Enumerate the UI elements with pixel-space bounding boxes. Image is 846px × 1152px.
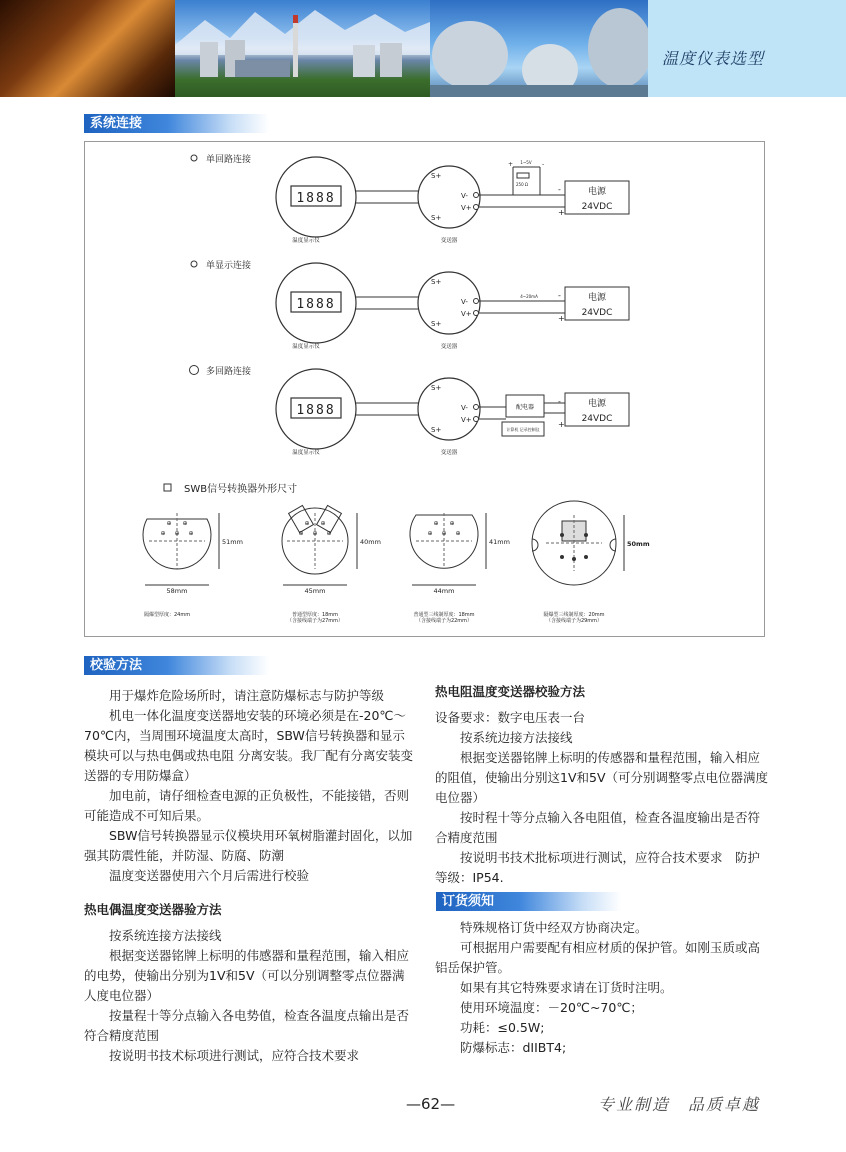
paragraph: 如果有其它特殊要求请在订货时注明。 — [460, 980, 673, 995]
power-label: 电源 — [587, 399, 607, 409]
pin-icon — [560, 533, 564, 537]
terminal-dot — [474, 299, 479, 304]
terminal-dot — [474, 311, 479, 316]
display-label: 温度显示仪 — [292, 450, 320, 456]
recorder-label: 计算机 记录控制仪 — [506, 427, 540, 432]
paragraph: 按说明书技术批标项进行测试，应符合技术要求 防护等级：IP54. — [435, 850, 761, 885]
dimension-height: 51mm — [222, 538, 243, 546]
banner-handshake-image — [0, 0, 175, 97]
connection-diagram — [84, 141, 765, 637]
terminal-s-plus: S+ — [431, 214, 442, 222]
readout-digits: 1888 — [296, 191, 336, 206]
dimension-width: 44mm — [433, 587, 455, 595]
heading-thermocouple: 热电偶温度变送器验方法 — [84, 902, 222, 917]
connection-row — [190, 365, 630, 456]
power-voltage: 24VDC — [581, 414, 613, 424]
banner-power-plant-image — [175, 0, 430, 97]
terminal-dot — [474, 205, 479, 210]
paragraph: SBW信号转换器显示仪模块用环氧树脂灌封固化，以加强其防震性能，并防湿、防腐、防潮 — [84, 828, 413, 863]
left-column — [84, 686, 416, 1066]
polarity-plus: + — [558, 420, 565, 429]
dimension-drawing — [410, 513, 510, 624]
footer-slogan: 专业制造 品质卓越 — [598, 1095, 761, 1114]
thickness-note: 普通型厚度：18mm — [291, 612, 339, 618]
bullet-circle-icon — [191, 261, 197, 267]
checkbox-icon — [164, 484, 171, 491]
section-title-calibration: 校验方法 — [84, 656, 269, 675]
transmitter-label: 变送器 — [440, 238, 458, 244]
readout-digits: 1888 — [296, 297, 336, 312]
connection-row — [191, 153, 629, 244]
power-label: 电源 — [587, 187, 607, 197]
row-label: 多回路连接 — [206, 367, 252, 377]
dimension-height: 40mm — [360, 538, 381, 546]
power-voltage: 24VDC — [581, 308, 613, 318]
polarity-minus: - — [558, 185, 561, 194]
terminal-v-minus: V- — [461, 404, 468, 412]
paragraph: 按系统边接方法接线 — [460, 730, 573, 745]
paragraph: 按说明书技术标项进行测试，应符合技术要求 — [109, 1048, 360, 1063]
thickness-note: 隔爆型三线制厚度：20mm — [543, 612, 605, 618]
polarity-minus: - — [542, 161, 545, 168]
polarity-plus: + — [508, 161, 514, 168]
terminal-dot — [474, 405, 479, 410]
header-banner — [0, 0, 846, 97]
distributor-label: 配电器 — [515, 404, 535, 411]
screw-icon: ⊕ — [174, 530, 180, 537]
paragraph: 加电前，请仔细检查电源的正负极性，不能接错，否则可能造成不可知后果。 — [84, 788, 410, 823]
dimension-drawing — [532, 501, 650, 624]
bullet-circle-icon — [190, 366, 199, 375]
paragraph: 防爆标志：dIIBT4; — [460, 1040, 567, 1055]
screw-icon: ⊕ — [312, 530, 318, 537]
resistor-value: 250 Ω — [516, 182, 528, 187]
display-label: 温度显示仪 — [292, 238, 320, 244]
current-note: 4~20mA — [520, 294, 538, 299]
right-column — [435, 682, 768, 888]
screw-icon: ⊕ — [326, 530, 332, 537]
paragraph: 设备要求：数字电压表一台 — [435, 710, 586, 725]
thickness-note: 普通型三线制厚度：18mm — [413, 612, 475, 618]
terminal-tab — [317, 505, 342, 532]
thickness-note-sub: （含接线端子为27mm） — [286, 618, 344, 624]
paragraph: 特殊规格订货中经双方协商决定。 — [460, 920, 648, 935]
row-label: 单回路连接 — [206, 155, 252, 165]
transmitter-label: 变送器 — [440, 344, 458, 350]
pin-icon — [560, 555, 564, 559]
screw-icon: ⊕ — [182, 520, 188, 527]
paragraph: 按时程十等分点输入各电阻值，检查各温度输出是否符合精度范围 — [435, 810, 761, 845]
screw-icon: ⊕ — [449, 520, 455, 527]
transmitter — [418, 166, 480, 228]
heading-rtd: 热电阻温度变送器校验方法 — [435, 684, 586, 699]
readout-digits: 1888 — [296, 403, 336, 418]
dimension-width: 58mm — [166, 587, 188, 595]
screw-icon: ⊕ — [441, 530, 447, 537]
paragraph: 可根据用户需要配有相应材质的保护管。如刚玉质或高铝岳保护管。 — [435, 940, 761, 975]
pin-icon — [572, 557, 576, 561]
paragraph: 按系统连接方法接线 — [109, 928, 222, 943]
order-notes — [435, 918, 768, 1058]
connection-row — [191, 259, 629, 350]
dimension-height: 41mm — [489, 538, 510, 546]
row-label: 单显示连接 — [206, 261, 252, 271]
terminal-v-plus: V+ — [461, 310, 472, 318]
screw-icon: ⊕ — [298, 530, 304, 537]
dims-title: SWB信号转换器外形尺寸 — [184, 484, 298, 495]
terminal-v-plus: V+ — [461, 204, 472, 212]
screw-icon: ⊕ — [166, 520, 172, 527]
terminal-v-minus: V- — [461, 298, 468, 306]
banner-tanks-image — [430, 0, 648, 97]
terminal-s-plus: S+ — [431, 278, 442, 286]
terminal-s-plus: S+ — [431, 426, 442, 434]
transmitter — [418, 378, 480, 440]
thickness-note-sub: （含接线端子为29mm） — [545, 618, 603, 624]
voltage-note: 1~5V — [520, 160, 532, 165]
screw-icon: ⊕ — [304, 520, 310, 527]
paragraph: 根据变送器铭牌上标明的伟感器和量程范围，输入相应的电势，使输出分别为1V和5V（可以分别调整零点位器满人度电位器） — [84, 948, 410, 1003]
terminal-s-plus: S+ — [431, 172, 442, 180]
screw-icon: ⊕ — [160, 530, 166, 537]
paragraph: 温度变送器使用六个月后需进行校验 — [109, 868, 310, 883]
display-label: 温度显示仪 — [292, 344, 320, 350]
section-title-order: 订货须知 — [436, 892, 621, 911]
polarity-minus: - — [558, 291, 561, 300]
screw-icon: ⊕ — [455, 530, 461, 537]
dimension-width: 45mm — [304, 587, 326, 595]
paragraph: 根据变送器铭牌上标明的传感器和量程范围，输入相应的阻值，使输出分别这1V和5V（可分别调整零点电位器满度电位器） — [435, 750, 769, 805]
pin-icon — [584, 555, 588, 559]
page-title: 温度仪表选型 — [662, 49, 765, 68]
thickness-note: 隔爆型厚度：24mm — [144, 612, 191, 618]
page-number: —62— — [406, 1095, 456, 1113]
paragraph: 用于爆炸危险场所时，请注意防爆标志与防护等级 — [109, 688, 385, 703]
polarity-plus: + — [558, 314, 565, 323]
screw-icon: ⊕ — [427, 530, 433, 537]
screw-icon: ⊕ — [188, 530, 194, 537]
section-title-system: 系统连接 — [84, 114, 269, 133]
thickness-note-sub: （含接线端子为22mm） — [415, 618, 473, 624]
dimension-drawing — [143, 513, 243, 618]
bullet-circle-icon — [191, 155, 197, 161]
terminal-dot — [474, 417, 479, 422]
transmitter — [418, 272, 480, 334]
power-label: 电源 — [587, 293, 607, 303]
paragraph: 机电一体化温度变送器地安装的环境必须是在-20℃～70℃内，当周围环境温度太高时，SBW信号转换器和显示模块可以与热电偶或热电阻 分离安装。我厂配有分离安装变送器的专用防爆盒） — [84, 708, 413, 783]
pin-icon — [584, 533, 588, 537]
terminal-dot — [474, 193, 479, 198]
terminal-v-minus: V- — [461, 192, 468, 200]
paragraph: 功耗：≤0.5W; — [460, 1020, 545, 1035]
dimension-height: 50mm — [627, 540, 650, 548]
power-voltage: 24VDC — [581, 202, 613, 212]
polarity-minus: - — [558, 397, 561, 406]
screw-icon: ⊕ — [320, 520, 326, 527]
paragraph: 按量程十等分点输入各电势值，检查各温度点输出是否符合精度范围 — [84, 1008, 410, 1043]
dimension-drawing — [282, 505, 381, 624]
terminal-s-plus: S+ — [431, 320, 442, 328]
transmitter-label: 变送器 — [440, 450, 458, 456]
terminal-s-plus: S+ — [431, 384, 442, 392]
resistor-icon — [517, 173, 529, 178]
polarity-plus: + — [558, 208, 565, 217]
paragraph: 使用环境温度：－20℃~70℃； — [460, 1000, 643, 1015]
screw-icon: ⊕ — [433, 520, 439, 527]
terminal-v-plus: V+ — [461, 416, 472, 424]
terminal-tab — [289, 505, 314, 532]
